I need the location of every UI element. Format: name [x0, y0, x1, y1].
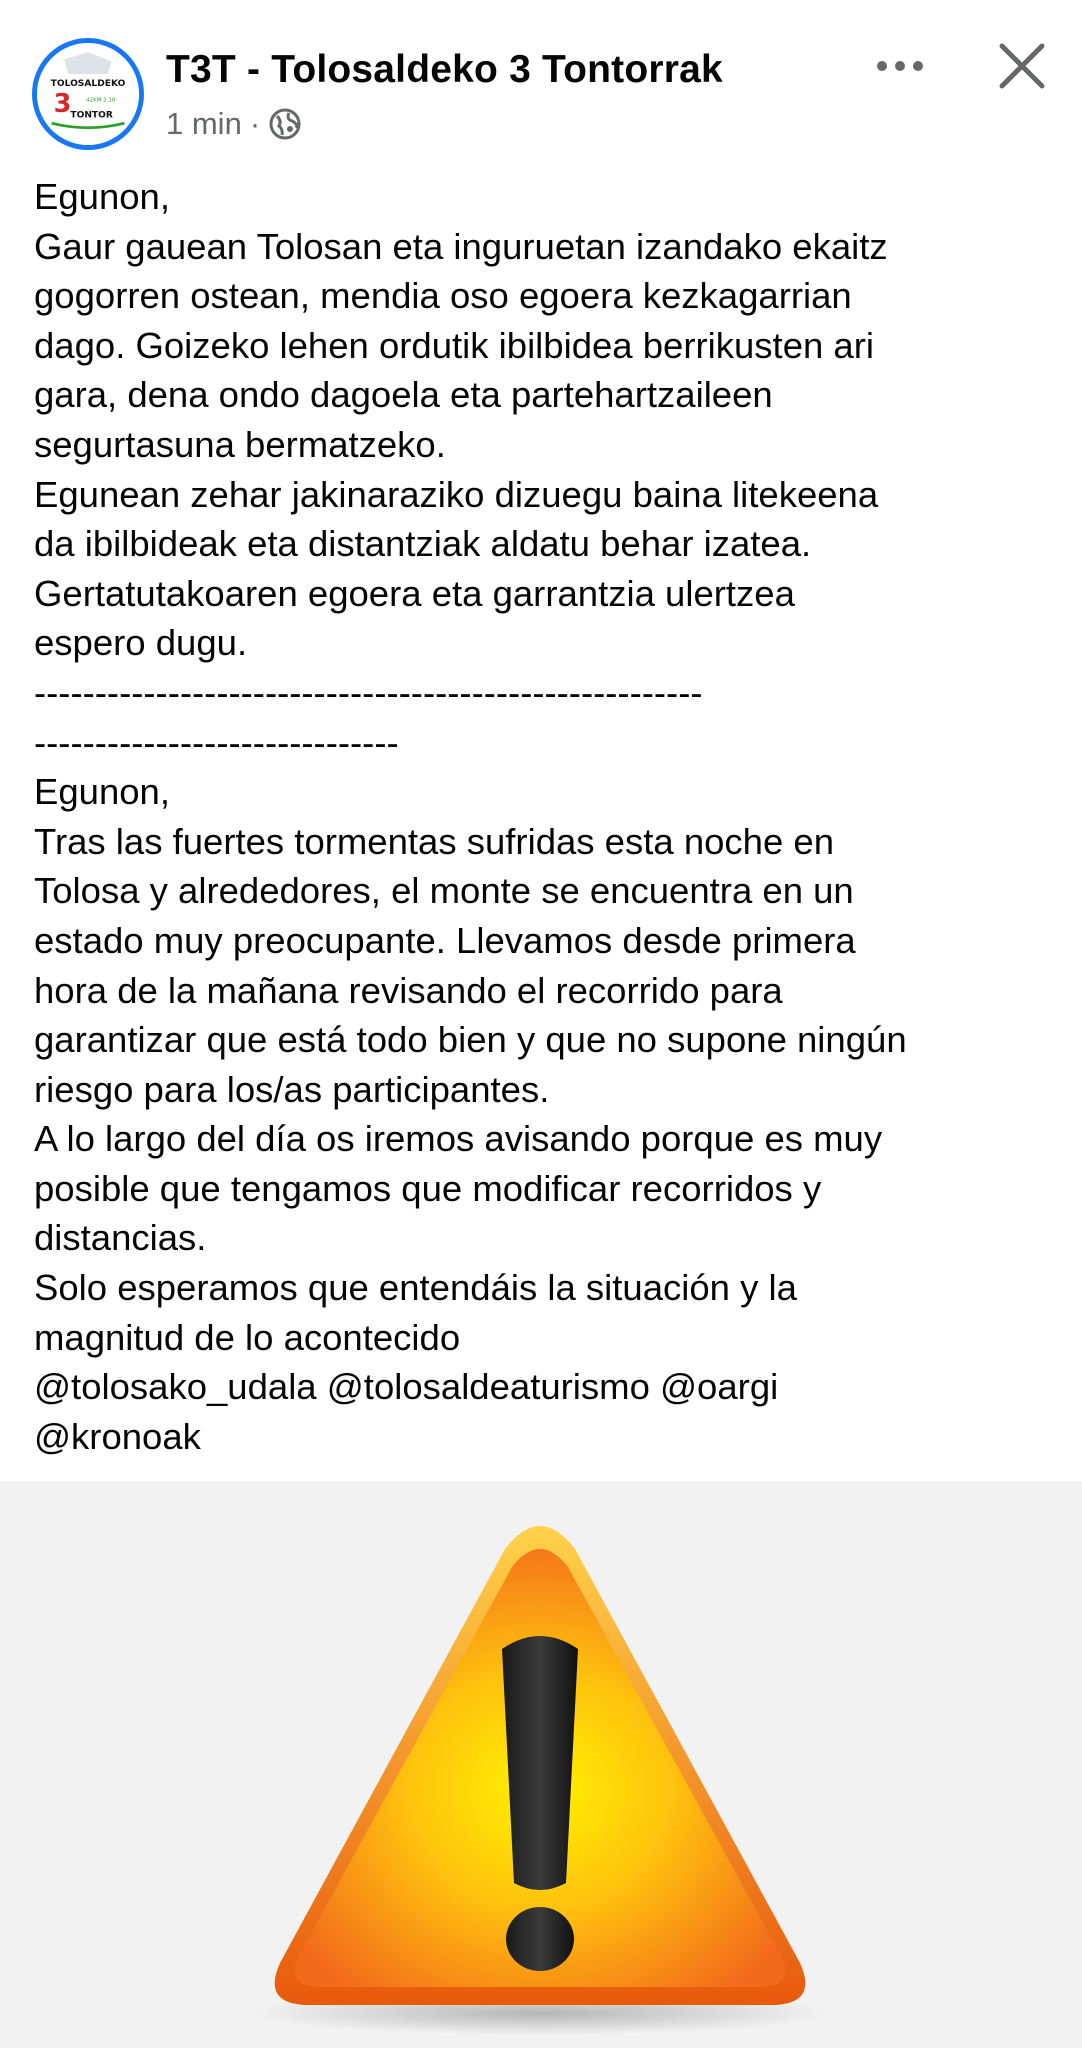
page-avatar[interactable]: [32, 38, 144, 150]
text-line: Solo esperamos que entendáis la situación y la: [34, 1267, 797, 1309]
text-line: gogorren ostean, mendia oso egoera kezkagarrian: [34, 275, 852, 317]
text-line: espero dugu.: [34, 622, 248, 664]
post-text: [34, 172, 1064, 1461]
post-timestamp[interactable]: 1 min: [166, 106, 242, 141]
text-line: magnitud de lo acontecido: [34, 1316, 461, 1358]
globe-icon: [268, 107, 302, 141]
text-line: posible que tengamos que modificar recorridos y: [34, 1167, 822, 1209]
text-line: Egunon,: [34, 771, 170, 813]
text-line: A lo largo del día os iremos avisando porque es muy: [34, 1118, 883, 1160]
text-line: dago. Goizeko lehen ordutik ibilbidea berrikusten ari: [34, 324, 874, 366]
divider-line: ------------------------------: [34, 721, 399, 763]
text-line: gara, dena ondo dagoela eta partehartzaileen: [34, 374, 773, 416]
text-line: Tolosa y alrededores, el monte se encuentra en un: [34, 870, 854, 912]
post-meta: [166, 104, 302, 144]
text-line: riesgo para los/as participantes.: [34, 1068, 550, 1110]
mentions-line[interactable]: @kronoak: [34, 1415, 201, 1457]
text-line: da ibilbideak eta distantziak aldatu behar izatea.: [34, 523, 812, 565]
close-button[interactable]: [994, 38, 1050, 94]
post-header: [0, 0, 1082, 165]
svg-text:3: 3: [53, 89, 72, 120]
text-line: Egunean zehar jakinaraziko dizuegu baina litekeena: [34, 473, 879, 515]
text-line: Gertatutakoaren egoera eta garrantzia ulertzea: [34, 572, 795, 614]
t3t-logo-icon: [37, 43, 139, 145]
svg-text:TONTOR: TONTOR: [70, 110, 113, 121]
text-line: distancias.: [34, 1217, 207, 1259]
svg-text:42KM 2.10: 42KM 2.10: [86, 97, 116, 104]
warning-triangle-icon: [0, 1483, 1082, 2048]
more-options-button[interactable]: [868, 44, 932, 88]
text-line: estado muy preocupante. Llevamos desde primera: [34, 919, 856, 961]
text-line: Tras las fuertes tormentas sufridas esta noche en: [34, 820, 835, 862]
text-line: hora de la mañana revisando el recorrido para: [34, 969, 783, 1011]
text-line: Egunon,: [34, 176, 170, 217]
svg-text:TOLOSALDEKO: TOLOSALDEKO: [50, 78, 126, 89]
text-line: Gaur gauean Tolosan eta inguruetan izandako ekaitz: [34, 225, 888, 267]
close-icon: [994, 38, 1050, 94]
divider-line: -------------------------------------------------------: [34, 671, 703, 713]
text-line: segurtasuna bermatzeko.: [34, 423, 446, 465]
page-name[interactable]: T3T - Tolosaldeko 3 Tontorrak: [166, 48, 723, 91]
mentions-line[interactable]: @tolosako_udala @tolosaldeaturismo @oargi: [34, 1366, 779, 1408]
post-image[interactable]: [0, 1482, 1082, 2048]
more-options-icon: [877, 61, 887, 71]
text-line: garantizar que está todo bien y que no supone ningún: [34, 1019, 907, 1061]
meta-separator: ·: [249, 106, 261, 141]
